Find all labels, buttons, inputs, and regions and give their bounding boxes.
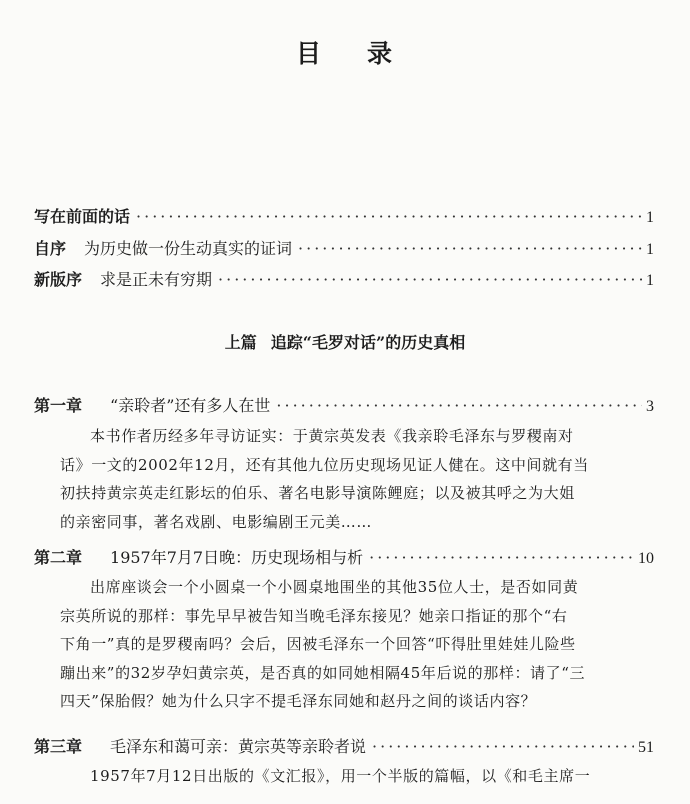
page-title-char: 录 xyxy=(367,39,395,68)
part-label: 上篇 xyxy=(224,333,257,352)
page-title xyxy=(0,34,690,70)
toc-entry-foreword[interactable] xyxy=(34,204,654,227)
chapter-label: 第一章 xyxy=(34,396,83,415)
description-line: 四天”保胎假？她为什么只字不提毛泽东同她和赵丹之间的谈话内容？ xyxy=(60,692,537,710)
toc-entry-title: 求是正未有穷期 xyxy=(100,270,213,289)
description-line: 蹦出来”的32岁孕妇黄宗英，是否真的如同她相隔45年后说的那样：请了“三 xyxy=(60,663,586,682)
description-line: 1957年7月12日出版的《文汇报》，用一个半版的篇幅，以《和毛主席一 xyxy=(90,767,591,785)
toc-entry-page: 1 xyxy=(646,272,654,289)
description-line: 出席座谈会一个小圆桌一个小圆桌地围坐的其他35位人士，是否如同黄 xyxy=(90,578,579,596)
description-line: 本书作者历经多年寻访证实：于黄宗英发表《我亲聆毛泽东与罗稷南对 xyxy=(90,427,574,445)
toc-entry-chapter-3[interactable] xyxy=(34,734,654,757)
description-line: 话》一文的2002年12月，还有其他九位历史现场见证人健在。这中间就有当 xyxy=(60,455,589,474)
leader-dots xyxy=(136,207,642,226)
toc-entry-chapter-2[interactable] xyxy=(34,545,654,568)
toc-entry-label: 写在前面的话 xyxy=(34,207,131,226)
toc-entry-preface[interactable] xyxy=(34,236,654,259)
leader-dots xyxy=(369,548,634,567)
description-line: 初扶持黄宗英走红影坛的伯乐、著名电影导演陈鲤庭；以及被其呼之为大姐 xyxy=(60,484,575,502)
leader-dots xyxy=(372,737,634,756)
chapter-label: 第三章 xyxy=(34,737,83,756)
toc-entry-label: 新版序 xyxy=(34,270,83,289)
part-heading xyxy=(0,330,690,353)
description-line: 的亲密同事，著名戏剧、电影编剧王元美…… xyxy=(60,512,373,531)
chapter-title: 毛泽东和蔼可亲：黄宗英等亲聆者说 xyxy=(110,737,367,756)
chapter-2-description xyxy=(60,573,660,716)
toc-entry-title: 为历史做一份生动真实的证词 xyxy=(84,239,293,258)
toc-entry-page: 1 xyxy=(646,209,654,226)
chapter-page: 3 xyxy=(646,398,654,415)
leader-dots xyxy=(298,239,642,258)
chapter-1-description xyxy=(60,422,660,536)
chapter-page: 51 xyxy=(638,739,654,756)
toc-entry-new-preface[interactable] xyxy=(34,267,654,290)
chapter-title: 1957年7月7日晚：历史现场相与析 xyxy=(110,548,364,567)
chapter-3-description xyxy=(60,762,660,791)
leader-dots xyxy=(276,396,642,415)
description-line: 下角一”真的是罗稷南吗？会后，因被毛泽东一个回答“吓得肚里娃娃儿险些 xyxy=(60,635,576,653)
leader-dots xyxy=(218,270,642,289)
toc-entry-chapter-1[interactable] xyxy=(34,393,654,416)
chapter-page: 10 xyxy=(638,550,654,567)
toc-entry-label: 自序 xyxy=(34,239,67,258)
chapter-label: 第二章 xyxy=(34,548,83,567)
toc-entry-page: 1 xyxy=(646,241,654,258)
part-title: 追踪“毛罗对话”的历史真相 xyxy=(270,333,466,352)
page-title-char: 目 xyxy=(295,39,323,68)
chapter-title: “亲聆者”还有多人在世 xyxy=(110,396,271,415)
description-line: 宗英所说的那样：事先早早被告知当晚毛泽东接见？她亲口指证的那个“右 xyxy=(60,606,568,625)
